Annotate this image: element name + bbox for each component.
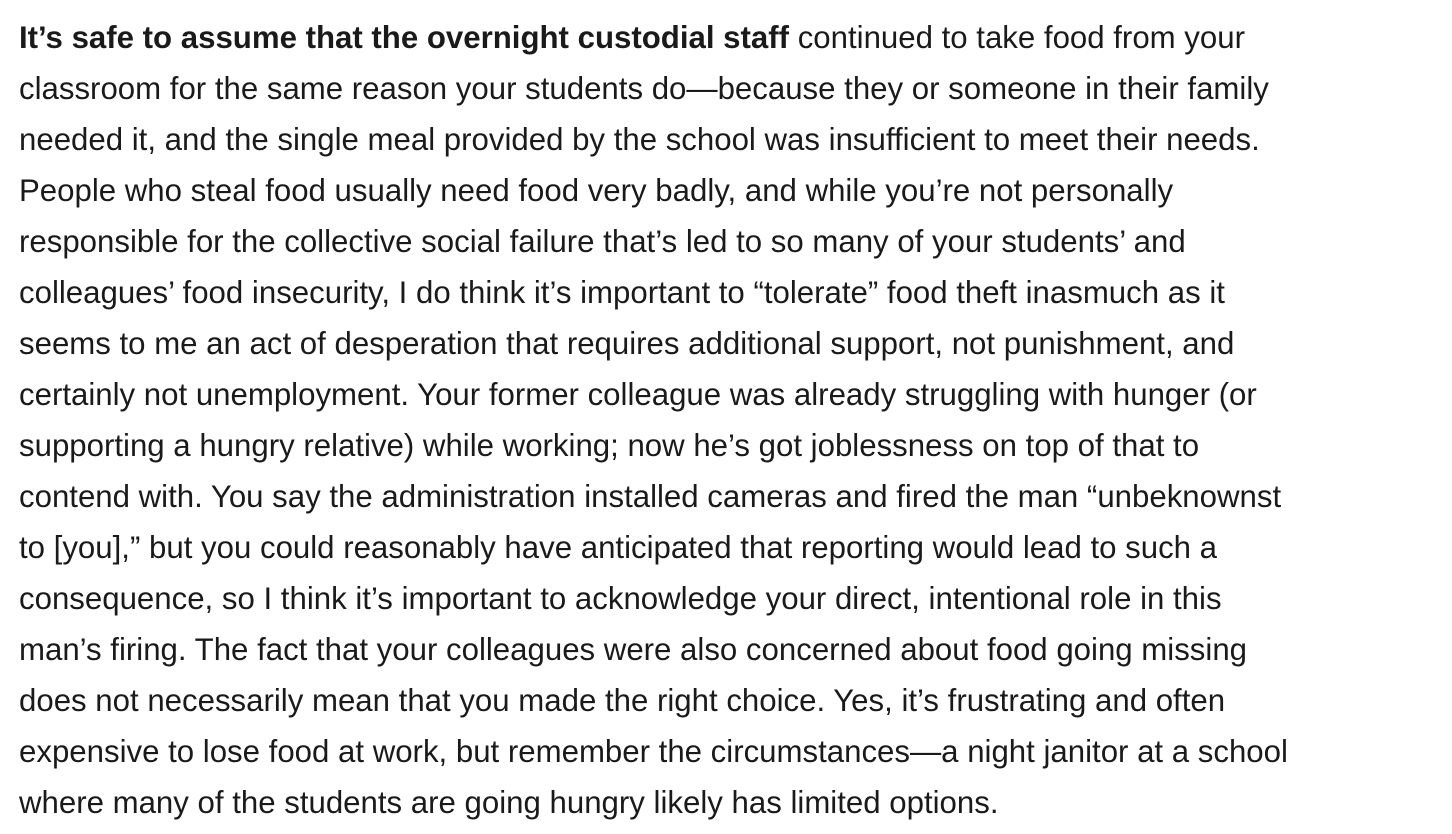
text-line: where many of the students are going hungry likely has limited options. (19, 785, 999, 820)
text-line: needed it, and the single meal provided by the school was insufficient to meet their needs. (19, 122, 1260, 157)
lead-in-bold-text: It’s safe to assume that the overnight custodial staff (19, 20, 790, 55)
advice-paragraph (19, 12, 1439, 828)
text-line (19, 12, 1439, 63)
text-line: does not necessarily mean that you made the right choice. Yes, it’s frustrating and often (19, 683, 1226, 718)
text-line: classroom for the same reason your students do—because they or someone in their family (19, 71, 1269, 106)
text-line: contend with. You say the administration installed cameras and fired the man “unbeknownst (19, 479, 1282, 514)
text-line: expensive to lose food at work, but remember the circumstances—a night janitor at a school (19, 734, 1288, 769)
text-line: colleagues’ food insecurity, I do think it’s important to “tolerate” food theft inasmuch as it (19, 275, 1225, 310)
text-line: man’s firing. The fact that your colleagues were also concerned about food going missing (19, 632, 1248, 667)
text-line: consequence, so I think it’s important to acknowledge your direct, intentional role in this (19, 581, 1222, 616)
text-line: People who steal food usually need food very badly, and while you’re not personally (19, 173, 1174, 208)
text-line: responsible for the collective social failure that’s led to so many of your students’ and (19, 224, 1186, 259)
text-line: seems to me an act of desperation that requires additional support, not punishment, and (19, 326, 1235, 361)
text-line: supporting a hungry relative) while working; now he’s got joblessness on top of that to (19, 428, 1200, 463)
text-line: certainly not unemployment. Your former colleague was already struggling with hunger (or (19, 377, 1257, 412)
line-1-text: continued to take food from your (789, 20, 1245, 55)
article-body (19, 12, 1439, 828)
text-line: to [you],” but you could reasonably have anticipated that reporting would lead to such a (19, 530, 1218, 565)
